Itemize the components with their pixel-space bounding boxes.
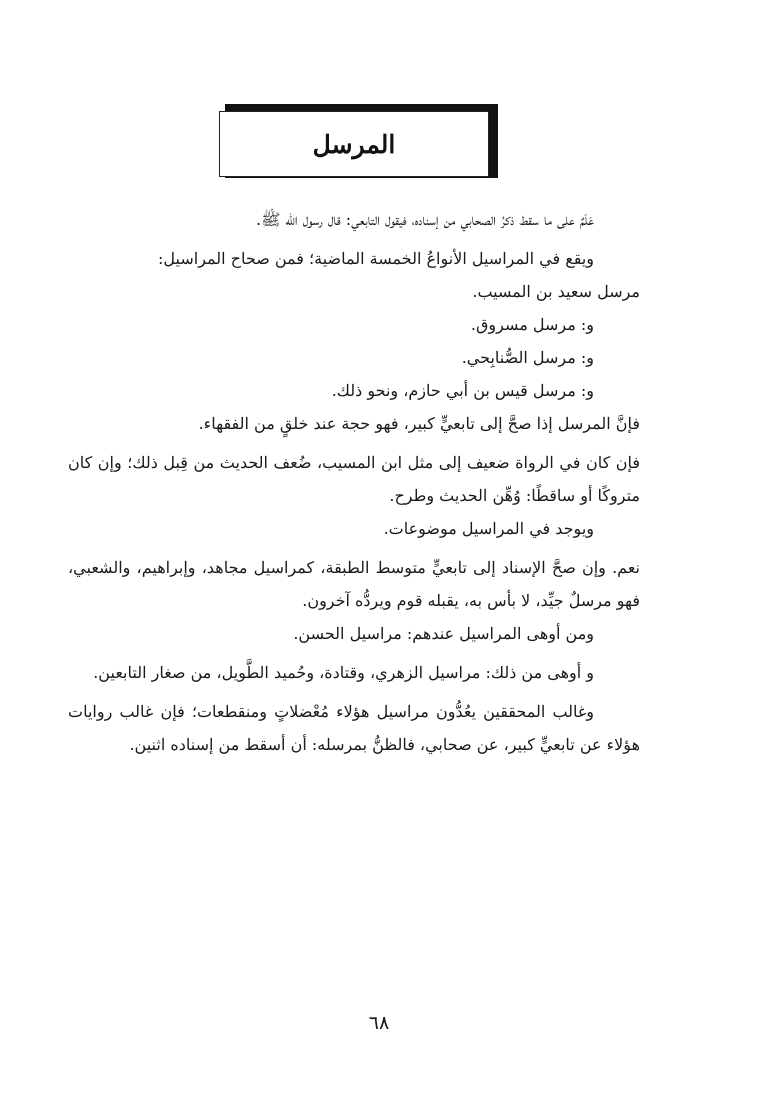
page-number: ٦٨	[368, 1012, 390, 1034]
paragraph: عَلَمٌ على ما سقط ذكرُ الصحابي من إسناده، فيقول التابعي: قال رسول الله ﷺ.	[256, 210, 594, 229]
paragraph: مرسل سعيد بن المسيب.	[472, 282, 640, 301]
main-text	[68, 203, 640, 761]
paragraph: و: مرسل مسروق.	[470, 315, 594, 334]
paragraph: ويقع في المراسيل الأنواعُ الخمسة الماضية؛ فمن صحاح المراسيل:	[158, 249, 594, 268]
paragraph: فإنَّ المرسل إذا صحَّ إلى تابعيٍّ كبير، فهو حجة عند خلقٍ من الفقهاء.	[198, 414, 640, 433]
paragraph: و: مرسل قيس بن أبي حازم، ونحو ذلك.	[331, 381, 594, 400]
paragraph: نعم. وإن صحَّ الإسناد إلى تابعيٍّ متوسط الطبقة، كمراسيل مجاهد، وإبراهيم، والشعبي، فهو مرسلٌ جيِّد، لا بأس به، يقبله قوم ويردُّه آخرون.	[68, 558, 640, 610]
paragraph: وغالب المحققين يعُدُّون مراسيل هؤلاء مُعْضلاتٍ ومنقطعات؛ فإن غالب روايات هؤلاء عن تابعيٍّ كبير، عن صحابي، فالظنُّ بمرسله: أن أسقط من إسناده اثنين.	[68, 702, 640, 754]
paragraph: و أوهى من ذلك: مراسيل الزهري، وقتادة، وحُميد الطَّويل، من صغار التابعين.	[93, 663, 594, 682]
page-title: المرسل	[312, 129, 396, 159]
title-box	[219, 111, 489, 177]
paragraph: ومن أوهى المراسيل عندهم: مراسيل الحسن.	[293, 624, 594, 643]
paragraph: و: مرسل الصُّنابِحي.	[461, 348, 594, 367]
paragraph: ويوجد في المراسيل موضوعات.	[383, 519, 594, 538]
paragraph: فإن كان في الرواة ضعيف إلى مثل ابن المسيب، ضُعف الحديث من قِبل ذلك؛ وإن كان متروكًا أو ساقطًا: وُهِّن الحديث وطرح.	[68, 453, 640, 505]
